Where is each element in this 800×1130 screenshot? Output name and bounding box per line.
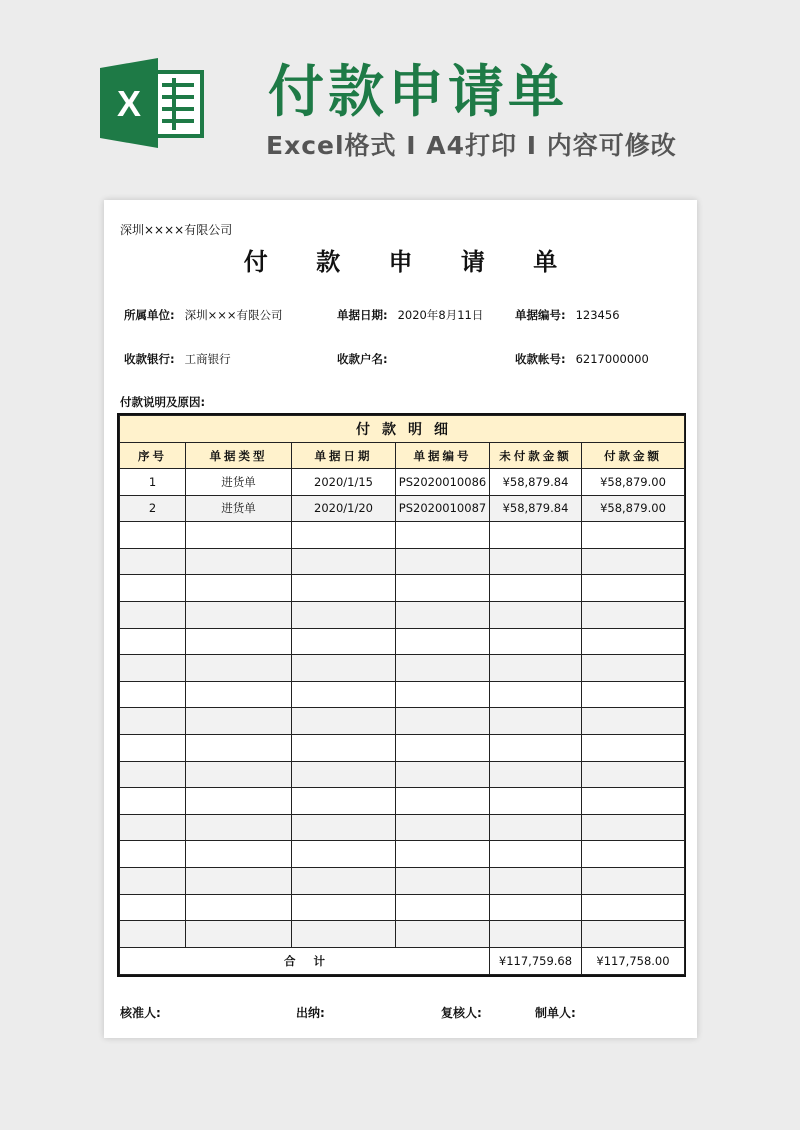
table-row-empty: [120, 788, 685, 815]
table-cell[interactable]: [292, 734, 396, 761]
field-label: 所属单位:: [124, 308, 175, 322]
column-header: 付款金额: [582, 443, 685, 469]
table-cell[interactable]: [396, 575, 490, 602]
table-cell[interactable]: [120, 628, 186, 655]
table-cell[interactable]: 进货单: [186, 495, 292, 522]
table-cell[interactable]: [582, 921, 685, 948]
table-cell[interactable]: [490, 548, 582, 575]
table-cell[interactable]: 2: [120, 495, 186, 522]
table-caption-row: [120, 416, 685, 443]
table-cell[interactable]: [120, 788, 186, 815]
table-row-empty: [120, 814, 685, 841]
table-cell[interactable]: [186, 708, 292, 735]
field-label: 收款银行:: [124, 352, 175, 366]
table-cell[interactable]: [396, 548, 490, 575]
field-value[interactable]: 6217000000: [575, 352, 649, 366]
table-row: [120, 469, 685, 496]
table-cell[interactable]: [292, 628, 396, 655]
table-cell[interactable]: [396, 681, 490, 708]
payment-reason-label: 付款说明及原因:: [120, 395, 206, 409]
table-cell[interactable]: [120, 681, 186, 708]
table-row: [120, 495, 685, 522]
table-cell[interactable]: [490, 921, 582, 948]
field-label: 收款帐号:: [515, 352, 566, 366]
table-cell[interactable]: [582, 867, 685, 894]
table-row-empty: [120, 548, 685, 575]
field-value[interactable]: 工商银行: [184, 352, 231, 366]
table-cell[interactable]: [186, 788, 292, 815]
table-cell[interactable]: [490, 575, 582, 602]
table-cell[interactable]: [120, 867, 186, 894]
table-cell[interactable]: [292, 814, 396, 841]
column-header: 单据日期: [292, 443, 396, 469]
document-title: 付 款 申 请 单: [243, 248, 578, 276]
table-cell[interactable]: [186, 867, 292, 894]
table-cell[interactable]: [582, 734, 685, 761]
table-cell[interactable]: [120, 548, 186, 575]
table-cell[interactable]: [292, 708, 396, 735]
table-cell[interactable]: [490, 841, 582, 868]
table-row-empty: [120, 681, 685, 708]
table-row-empty: [120, 655, 685, 682]
table-cell[interactable]: [490, 788, 582, 815]
table-cell[interactable]: 进货单: [186, 469, 292, 496]
table-cell[interactable]: [582, 788, 685, 815]
table-cell[interactable]: [292, 841, 396, 868]
table-cell[interactable]: [582, 601, 685, 628]
excel-icon: [100, 58, 204, 148]
table-cell[interactable]: [292, 601, 396, 628]
table-cell[interactable]: [120, 655, 186, 682]
table-cell[interactable]: [292, 548, 396, 575]
table-cell[interactable]: 2020/1/20: [292, 495, 396, 522]
table-cell[interactable]: [120, 894, 186, 921]
table-row-empty: [120, 734, 685, 761]
table-cell[interactable]: [396, 841, 490, 868]
signature-cashier: 出纳:: [296, 1006, 325, 1020]
table-cell[interactable]: [292, 921, 396, 948]
table-cell[interactable]: [292, 788, 396, 815]
field-label: 单据日期:: [337, 308, 388, 322]
table-cell[interactable]: [582, 522, 685, 549]
table-cell[interactable]: [396, 921, 490, 948]
table-cell[interactable]: [396, 708, 490, 735]
excel-logo-letter: X: [116, 83, 142, 124]
table-cell[interactable]: [120, 814, 186, 841]
column-header: 序号: [120, 443, 186, 469]
table-cell[interactable]: [490, 761, 582, 788]
table-row-empty: [120, 921, 685, 948]
table-cell[interactable]: [582, 761, 685, 788]
table-row-empty: [120, 708, 685, 735]
table-total-row: [120, 947, 685, 974]
table-cell[interactable]: [490, 522, 582, 549]
table-cell[interactable]: [292, 761, 396, 788]
table-cell[interactable]: [292, 867, 396, 894]
table-cell[interactable]: [396, 734, 490, 761]
table-cell[interactable]: [582, 548, 685, 575]
company-name: 深圳××××有限公司: [120, 223, 233, 237]
field-doc-number: [515, 307, 620, 323]
column-header: 单据编号: [396, 443, 490, 469]
table-cell[interactable]: [396, 894, 490, 921]
table-cell[interactable]: [292, 681, 396, 708]
table-cell[interactable]: [396, 867, 490, 894]
table-cell[interactable]: [292, 522, 396, 549]
table-row-empty: [120, 522, 685, 549]
table-cell[interactable]: [292, 575, 396, 602]
total-label: 合计: [120, 947, 490, 974]
table-cell[interactable]: [120, 841, 186, 868]
table-cell[interactable]: [490, 734, 582, 761]
table-cell[interactable]: [582, 841, 685, 868]
table-cell[interactable]: [186, 628, 292, 655]
table-cell[interactable]: [490, 628, 582, 655]
total-unpaid: ¥117,759.68: [490, 947, 582, 974]
table-cell[interactable]: 1: [120, 469, 186, 496]
field-bank: [124, 351, 231, 367]
table-cell[interactable]: [120, 575, 186, 602]
table-cell[interactable]: [186, 841, 292, 868]
field-account: [515, 351, 649, 367]
banner-subtitle: Excel格式 I A4打印 I 内容可修改: [266, 131, 677, 160]
table-cell[interactable]: ¥58,879.84: [490, 469, 582, 496]
table-cell[interactable]: [396, 522, 490, 549]
table-cell[interactable]: PS2020010086: [396, 469, 490, 496]
table-cell[interactable]: [582, 655, 685, 682]
signature-preparer: 制单人:: [535, 1006, 576, 1020]
table-cell[interactable]: [186, 548, 292, 575]
column-header: 未付款金额: [490, 443, 582, 469]
table-cell[interactable]: [186, 522, 292, 549]
table-row-empty: [120, 601, 685, 628]
table-cell[interactable]: [186, 921, 292, 948]
table-cell[interactable]: [490, 655, 582, 682]
table-cell[interactable]: [582, 628, 685, 655]
banner-title: 付款申请单: [268, 60, 568, 125]
table-header-row: [120, 443, 685, 469]
signature-approver: 核准人:: [120, 1006, 161, 1020]
field-value[interactable]: 深圳×××有限公司: [184, 308, 283, 322]
table-cell[interactable]: [396, 788, 490, 815]
table-cell[interactable]: [292, 655, 396, 682]
field-label: 单据编号:: [515, 308, 566, 322]
field-unit: [124, 307, 283, 323]
table-cell[interactable]: [582, 814, 685, 841]
table-cell[interactable]: [120, 522, 186, 549]
table-cell[interactable]: [186, 814, 292, 841]
table-cell[interactable]: [186, 894, 292, 921]
table-cell[interactable]: [120, 708, 186, 735]
table-cell[interactable]: [490, 894, 582, 921]
table-caption: 付款明细: [120, 416, 685, 443]
table-cell[interactable]: [396, 601, 490, 628]
table-cell[interactable]: [582, 681, 685, 708]
table-cell[interactable]: PS2020010087: [396, 495, 490, 522]
table-cell[interactable]: ¥58,879.00: [582, 469, 685, 496]
table-cell[interactable]: [292, 894, 396, 921]
table-cell[interactable]: [582, 575, 685, 602]
table-cell[interactable]: [582, 894, 685, 921]
table-cell[interactable]: [490, 708, 582, 735]
table-cell[interactable]: [490, 867, 582, 894]
field-date: [337, 307, 483, 323]
column-header: 单据类型: [186, 443, 292, 469]
table-cell[interactable]: [582, 708, 685, 735]
table-cell[interactable]: [186, 761, 292, 788]
table-cell[interactable]: [186, 601, 292, 628]
field-value[interactable]: 123456: [575, 308, 620, 322]
table-cell[interactable]: [186, 734, 292, 761]
table-row-empty: [120, 894, 685, 921]
table-row-empty: [120, 867, 685, 894]
table-row-empty: [120, 841, 685, 868]
table-cell[interactable]: [396, 628, 490, 655]
table-cell[interactable]: [186, 655, 292, 682]
document-page: [104, 200, 697, 1038]
table-cell[interactable]: [490, 814, 582, 841]
table-cell[interactable]: ¥58,879.84: [490, 495, 582, 522]
table-cell[interactable]: ¥58,879.00: [582, 495, 685, 522]
table-cell[interactable]: [120, 734, 186, 761]
table-cell[interactable]: [396, 814, 490, 841]
field-label: 收款户名:: [337, 352, 388, 366]
table-cell[interactable]: [186, 575, 292, 602]
table-cell[interactable]: [120, 921, 186, 948]
field-value[interactable]: 2020年8月11日: [397, 308, 484, 322]
table-cell[interactable]: [396, 655, 490, 682]
table-cell[interactable]: [120, 761, 186, 788]
table-cell[interactable]: [396, 761, 490, 788]
table-cell[interactable]: [120, 601, 186, 628]
table-cell[interactable]: [490, 601, 582, 628]
signature-reviewer: 复核人:: [441, 1006, 482, 1020]
table-row-empty: [120, 761, 685, 788]
payment-detail-table: [117, 413, 686, 977]
field-payee-name: [337, 351, 398, 367]
total-paid: ¥117,758.00: [582, 947, 685, 974]
table-cell[interactable]: [186, 681, 292, 708]
table-cell[interactable]: [490, 681, 582, 708]
table-row-empty: [120, 575, 685, 602]
table-cell[interactable]: 2020/1/15: [292, 469, 396, 496]
table-row-empty: [120, 628, 685, 655]
